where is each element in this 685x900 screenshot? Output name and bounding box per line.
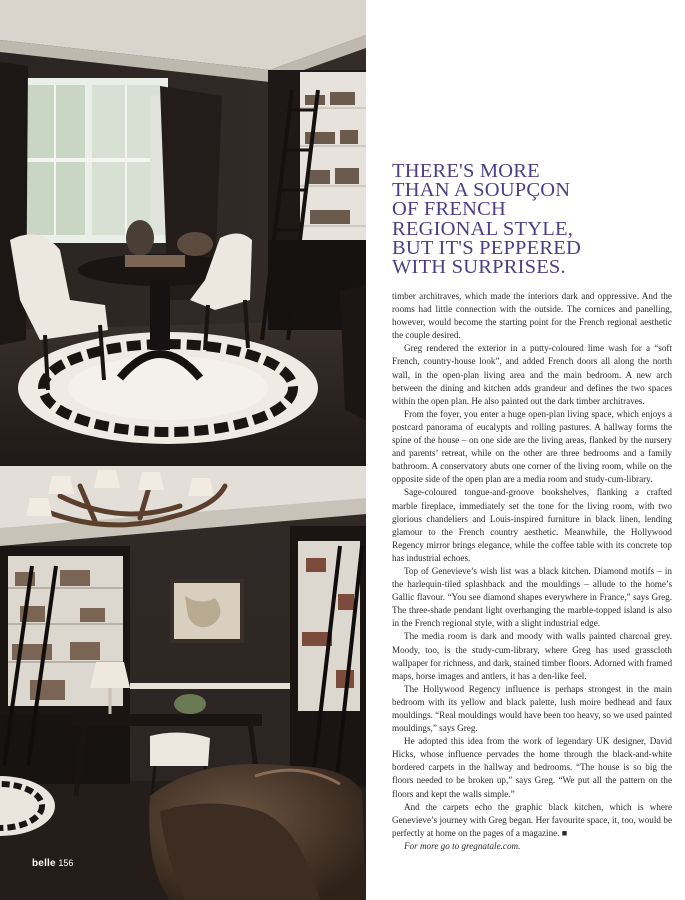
folio [32,858,73,869]
pull-quote-line: THAN A SOUPÇON [392,179,571,202]
article-paragraph: And the carpets echo the graphic black kitchen, which is where Genevieve’s journey with Greg began. Her favourite space, it, too, would be perfectly at home on the pages of a magazine. ■ [392,801,672,838]
pull-quote [392,162,677,277]
article-paragraph: From the foyer, you enter a huge open-plan living space, which enjoys a postcard panorama of eucalypts and rolling pastures. A hallway forms the spine of the house – on one side are the living areas, flanked by the nursery and parents’ retreat, while on the other are three bedrooms and a family bathroom. A conservatory abuts one corner of the living room, while on the opposite side of the open plan are a media room and study-cum-library. [392,408,672,485]
article-paragraph: timber architraves, which made the interiors dark and oppressive. And the rooms had little connection with the outside. The cornices and panelling, however, would become the starting point for the French regional aesthetic the couple desired. [392,291,672,341]
article-paragraph: Sage-coloured tongue-and-groove bookshelves, flanking a crafted marble fireplace, immediately set the tone for the living room, with two glorious chandeliers and Louis-inspired furniture in black linen, lending glamour to the French country aesthetic. Meanwhile, the Hollywood Regency mirror brings elegance, while the coffee table with its concrete top has industrial echoes. [392,487,672,563]
pull-quote-line: BUT IT'S PEPPERED [392,236,581,259]
article-credit: For more go to gregnatale.com. [404,840,521,851]
pull-quote-line: THERE'S MORE [392,160,540,182]
article-paragraph: Top of Genevieve’s wish list was a black kitchen. Diamond motifs – in the harlequin-tiled splashback and the mouldings – allude to the home’s Gallic flavour. “You see diamond shapes everywhere in France,” says Greg. The three-shade pendant light overhanging the marble-topped island is also in the French regional style, with a slight industrial edge. [392,565,672,629]
article-body [392,290,672,853]
article-paragraph: He adopted this idea from the work of legendary UK designer, David Hicks, whose influence pervades the home through the black-and-white bordered carpets in the hallway and bedrooms. “The house is so big the floors needed to be broken up,” says Greg. “We put all the pattern on the floors and kept the walls simple.” [392,736,672,799]
pull-quote-line: OF FRENCH [392,198,507,221]
article-paragraph: The Hollywood Regency influence is perhaps strongest in the main bedroom with its yellow and black palette, lush moire bedhead and faux mouldings. “Real mouldings would have been too heavy, so we used painted mouldings,” says Greg. [392,683,672,734]
photo-study-library [0,466,366,900]
page-number: 156 [58,858,74,868]
pull-quote-line: REGIONAL STYLE, [392,217,574,240]
article-paragraph: Greg rendered the exterior in a putty-coloured lime wash for a “soft French, country-house look”, and added French doors all along the north wall, in the open-plan living area and the main bedroom. A new arch between the dining and kitchen adds grandeur and defines the two spaces within the open plan. He also painted out the dark timber architraves. [392,343,672,406]
article-paragraph: The media room is dark and moody with walls painted charcoal grey. Moody, too, is the study-cum-library, where Greg has used grasscloth wallpaper for richness, and dark, stained timber floors. Adorned with framed maps, horse images and antlers, it has a den-like feel. [392,631,673,681]
pull-quote-line: WITH SURPRISES. [392,256,566,279]
photo-dining-room [0,0,366,466]
magazine-brand: belle [32,858,56,869]
